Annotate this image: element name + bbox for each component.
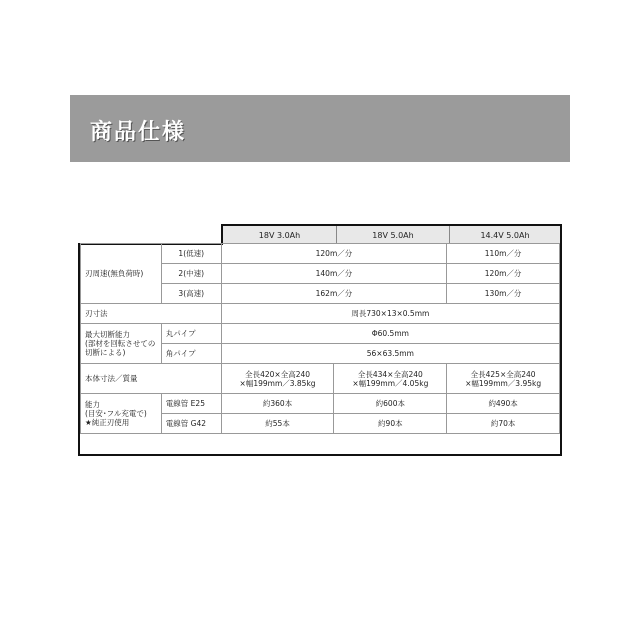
label-line: 能力 [85,400,100,409]
table-row [81,324,560,344]
value-line: ×幅199mm／3.95kg [465,378,542,388]
value-line: 全長420×全高240 [245,369,311,379]
value-line: ×幅199mm／4.05kg [352,378,429,388]
table-row [81,364,560,394]
cell-value: 130m／分 [447,284,560,304]
label-line: 切断による) [85,348,126,357]
cell-value: 110m／分 [447,244,560,264]
column-header-144v-5ah: 14.4V 5.0Ah [449,226,560,244]
row-label-blade-size: 刃寸法 [81,304,222,324]
sub-label-square-pipe: 角パイプ [161,344,221,364]
column-header-row [221,224,562,244]
cell-value: 162m／分 [221,284,447,304]
sub-label-round-pipe: 丸パイプ [161,324,221,344]
title-banner [70,95,570,162]
sub-label-high: 3(高速) [161,284,221,304]
sub-label-e25: 電線管 E25 [161,394,221,414]
row-label-max-cut [81,324,162,364]
cell-value [221,364,334,394]
sub-label-g42: 電線管 G42 [161,414,221,434]
sub-label-low: 1(低速) [161,244,221,264]
table-row [81,394,560,414]
cell-value: 120m／分 [221,244,447,264]
spec-table [78,224,562,456]
row-label-body: 本体寸法／質量 [81,364,222,394]
cell-value: 約490本 [447,394,560,414]
value-line: 全長434×全高240 [357,369,423,379]
cell-value: 120m／分 [447,264,560,284]
cell-value: Φ60.5mm [221,324,559,344]
page-title: 商品仕様 [90,120,187,145]
cell-value: 約55本 [221,414,334,434]
label-line: (目安･フル充電で) [85,409,147,418]
cell-value: 140m／分 [221,264,447,284]
cell-value: 約600本 [334,394,447,414]
cell-value: 約360本 [221,394,334,414]
cell-value [447,364,560,394]
value-line: ×幅199mm／3.85kg [239,378,316,388]
column-header-18v-5ah: 18V 5.0Ah [336,226,449,244]
column-header-18v-3ah: 18V 3.0Ah [258,231,301,240]
table-row [81,244,560,264]
label-line: ★純正刃使用 [85,418,130,427]
cell-value: 56×63.5mm [221,344,559,364]
cell-value: 約90本 [334,414,447,434]
row-label-blade-speed: 刃周速(無負荷時) [81,244,162,304]
spec-body [78,243,562,456]
row-label-capacity [81,394,162,434]
sub-label-mid: 2(中速) [161,264,221,284]
value-line: 全長425×全高240 [470,369,536,379]
label-line: (部材を回転させての [85,339,156,348]
cell-value [334,364,447,394]
label-line: 最大切断能力 [85,330,130,339]
cell-value: 約70本 [447,414,560,434]
table-row [81,304,560,324]
cell-value: 周長730×13×0.5mm [221,304,559,324]
